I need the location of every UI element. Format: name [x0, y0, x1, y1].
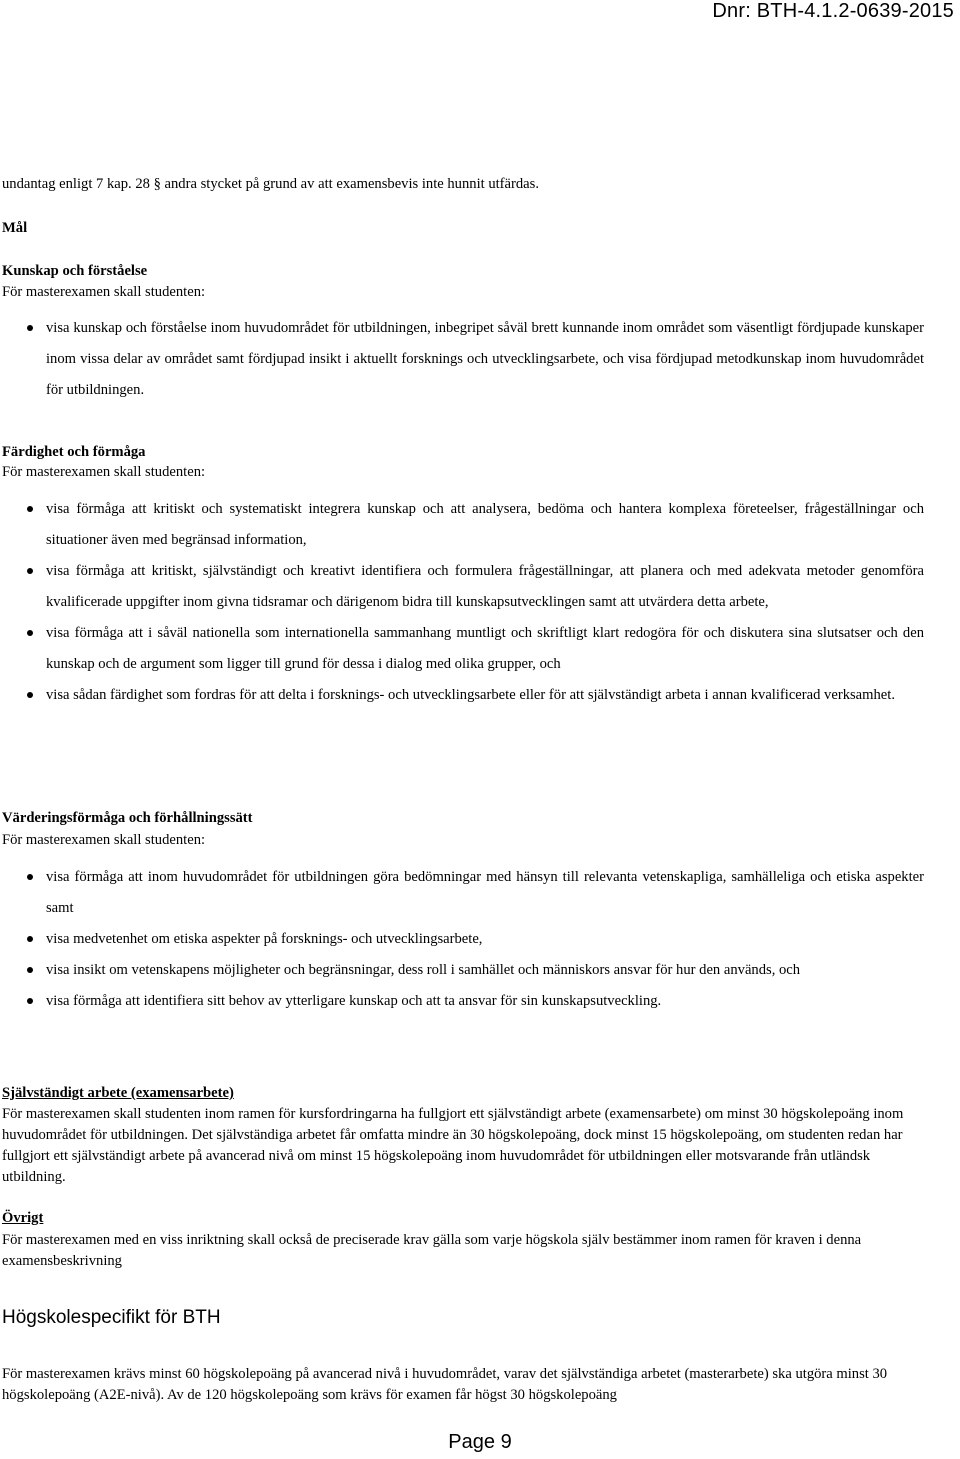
other-body: För masterexamen med en viss inriktning skall också de preciserade krav gälla som varje högskola själv bestämmer inom ramen för kraven i denna examensbeskrivning [2, 1232, 862, 1269]
knowledge-lead: För masterexamen skall studenten: [2, 284, 206, 300]
list-item: visa förmåga att identifiera sitt behov av ytterligare kunskap och att ta ansvar för sin kunskapsutveckling. [0, 986, 924, 1017]
bth-heading: Högskolespecifikt för BTH [2, 1307, 221, 1328]
thesis-heading: Självständigt arbete (examensarbete) [2, 1085, 234, 1101]
values-list [0, 862, 924, 1017]
knowledge-heading: Kunskap och förståelse [2, 263, 148, 279]
knowledge-list [0, 313, 924, 406]
other-heading: Övrigt [2, 1210, 44, 1226]
list-item: visa medvetenhet om etiska aspekter på forsknings- och utvecklingsarbete, [0, 924, 924, 955]
list-item: visa förmåga att kritiskt och systematiskt integrera kunskap och att analysera, bedöma och hantera komplexa företeelser, frågeställningar och situationer även med begränsad information, [0, 494, 924, 556]
goals-heading: Mål [2, 220, 28, 236]
page-number: Page 9 [448, 1431, 512, 1453]
list-item: visa förmåga att inom huvudområdet för utbildningen göra bedömningar med hänsyn till relevanta vetenskapliga, samhälleliga och etiska aspekter samt [0, 862, 924, 924]
document-number: Dnr: BTH-4.1.2-0639-2015 [712, 0, 954, 22]
list-item: visa förmåga att kritiskt, självständigt och kreativt identifiera och formulera frågeställningar, att planera och med adekvata metoder genomföra kvalificerade uppgifter inom givna tidsramar och därigenom bidra till kunskapsutvecklingen samt att utvärdera detta arbete, [0, 556, 924, 618]
list-item: visa förmåga att i såväl nationella som internationella sammanhang muntligt och skriftligt klart redogöra för och diskutera sina slutsatser och den kunskap och de argument som ligger till grund för dessa i dialog med olika grupper, och [0, 618, 924, 680]
skills-heading: Färdighet och förmåga [2, 444, 146, 460]
thesis-body: För masterexamen skall studenten inom ramen för kursfordringarna ha fullgjort ett självständigt arbete (examensarbete) om minst 30 högskolepoäng inom huvudområdet för utbildningen. Det självständiga arbetet får omfatta mindre än 30 högskolepoäng, dock minst 15 högskolepoäng, om studenten redan har fullgjort ett självständigt arbete på avancerad nivå om minst 15 högskolepoäng inom huvudområdet för utbildningen eller motsvarande från utländsk utbildning. [2, 1106, 904, 1185]
values-heading: Värderingsförmåga och förhållningssätt [2, 810, 253, 826]
skills-lead: För masterexamen skall studenten: [2, 464, 206, 480]
intro-line: undantag enligt 7 kap. 28 § andra stycket på grund av att examensbevis inte hunnit utfärdas. [2, 176, 539, 192]
list-item: visa kunskap och förståelse inom huvudområdet för utbildningen, inbegripet såväl brett kunnande inom området som väsentligt fördjupade kunskaper inom vissa delar av området samt fördjupad insikt i aktuellt forsknings och utvecklingsarbete, och visa fördjupad metodkunskap inom huvudområdet för utbildningen. [0, 313, 924, 406]
values-lead: För masterexamen skall studenten: [2, 832, 206, 848]
bth-body: För masterexamen krävs minst 60 högskolepoäng på avancerad nivå i huvudområdet, varav det självständiga arbetet (masterarbete) ska utgöra minst 30 högskolepoäng (A2E-nivå). Av de 120 högskolepoäng som krävs för examen får högst 30 högskolepoäng [2, 1366, 888, 1403]
list-item: visa insikt om vetenskapens möjligheter och begränsningar, dess roll i samhället och människors ansvar för hur den används, och [0, 955, 924, 986]
skills-list [0, 494, 924, 711]
list-item: visa sådan färdighet som fordras för att delta i forsknings- och utvecklingsarbete eller för att självständigt arbeta i annan kvalificerad verksamhet. [0, 680, 924, 711]
